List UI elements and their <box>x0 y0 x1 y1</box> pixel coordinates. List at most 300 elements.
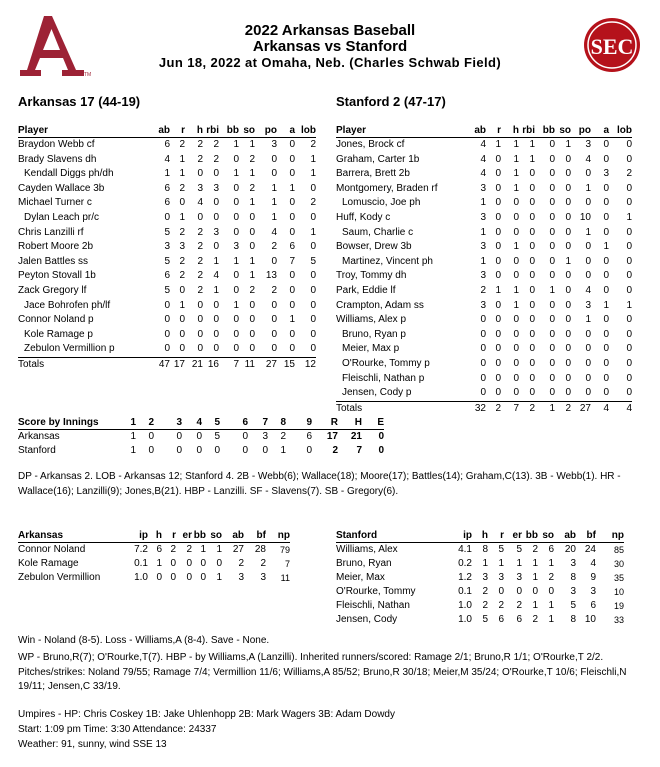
batter-name: Park, Eddie lf <box>336 284 396 296</box>
batter-stat: 0 <box>480 314 486 326</box>
batter-stat: 0 <box>549 372 555 384</box>
batter-stat: 6 <box>164 270 170 282</box>
batter-stat: 0 <box>591 386 609 401</box>
pitcher-stat: 2 <box>498 600 504 611</box>
pitcher-stat: 4 <box>590 558 596 569</box>
batter-stat: 4 <box>164 153 170 165</box>
batter-stat: 3 <box>164 241 170 253</box>
batter-stat: 0 <box>480 328 486 340</box>
batter-row <box>336 372 632 387</box>
batter-stat: 10 <box>579 211 591 223</box>
arkansas-team-title: Arkansas 17 (44-19) <box>18 94 141 109</box>
batter-stat: 0 <box>549 299 555 311</box>
batter-stat: 0 <box>585 343 591 355</box>
pitcher-stat: 1 <box>548 600 554 611</box>
decisions: Win - Noland (8-5). Loss - Williams,A (8-4). Save - None. <box>18 635 270 646</box>
pitcher-stat: 1 <box>548 614 554 625</box>
batter-stat: 0 <box>513 197 519 209</box>
batter-stat: 0 <box>626 182 632 194</box>
batting-col-header: po <box>571 124 591 138</box>
batter-stat: 0 <box>513 270 519 282</box>
batter-stat: 2 <box>179 270 185 282</box>
pitcher-row <box>336 613 624 627</box>
batter-stat: 3 <box>603 168 609 180</box>
pitcher-row <box>336 557 624 571</box>
pitcher-stat: 6 <box>156 544 162 555</box>
batter-stat: 0 <box>289 168 295 180</box>
innings-col-header: 2 <box>136 416 154 430</box>
inning-runs: 1 <box>130 431 136 442</box>
batter-stat: 4 <box>213 270 219 282</box>
batter-stat: 1 <box>480 226 486 238</box>
pitching-team: Arkansas <box>18 529 118 543</box>
batter-stat: 1 <box>513 153 519 165</box>
batting-col-header: ab <box>146 124 170 138</box>
batter-stat: 0 <box>179 197 185 209</box>
batter-stat: 0 <box>529 211 535 223</box>
batting-col-header: lob <box>609 124 632 138</box>
batter-name: Peyton Stovall 1b <box>18 270 96 282</box>
batter-stat: 6 <box>164 182 170 194</box>
batter-stat: 0 <box>255 342 277 357</box>
batter-stat: 0 <box>164 299 170 311</box>
batter-stat: 2 <box>480 284 486 296</box>
batter-stat: 0 <box>486 386 501 401</box>
score-by-innings-box <box>18 416 384 458</box>
batter-stat: 0 <box>289 299 295 311</box>
innings-col-header: 9 <box>286 416 312 430</box>
totals-stat: 2 <box>495 402 501 414</box>
batter-stat: 0 <box>310 284 316 296</box>
batter-stat: 0 <box>271 255 277 267</box>
batter-stat: 0 <box>219 342 239 357</box>
batter-stat: 1 <box>271 211 277 223</box>
batter-stat: 0 <box>233 328 239 340</box>
batting-col-header: rbi <box>203 124 219 138</box>
batter-row <box>18 299 316 314</box>
batter-stat: 1 <box>495 284 501 296</box>
inning-runs: 6 <box>306 431 312 442</box>
batter-stat: 3 <box>480 270 486 282</box>
batter-name: Saum, Charlie c <box>342 226 414 238</box>
pitching-col-header: np <box>596 529 624 543</box>
batter-name: Kole Ramage p <box>24 328 93 340</box>
batting-col-header: Player <box>18 124 146 138</box>
batter-stat: 0 <box>565 270 571 282</box>
inning-runs: 1 <box>280 445 286 456</box>
pitcher-stat: 1 <box>532 558 538 569</box>
batter-stat: 0 <box>495 372 501 384</box>
batter-stat: 0 <box>480 372 486 384</box>
pitcher-stat: 2 <box>548 572 554 583</box>
batting-col-header: bb <box>219 124 239 138</box>
batter-row <box>336 153 632 168</box>
batter-stat: 0 <box>603 328 609 340</box>
pitching-col-header: so <box>538 529 554 543</box>
batter-stat: 0 <box>603 284 609 296</box>
pitcher-stat: 3 <box>498 572 504 583</box>
pitcher-stat: 10 <box>613 587 624 597</box>
inning-runs: 1 <box>130 445 136 456</box>
batter-stat: 2 <box>197 153 203 165</box>
batter-stat: 0 <box>626 328 632 340</box>
batter-stat: 0 <box>565 153 571 165</box>
pitcher-stat: 2 <box>170 544 176 555</box>
batter-stat: 3 <box>213 226 219 238</box>
batter-stat: 0 <box>213 328 219 340</box>
batter-stat: 0 <box>585 357 591 369</box>
pitcher-name: Connor Noland <box>18 544 86 555</box>
batter-stat: 0 <box>585 372 591 384</box>
pitching-team: Stanford <box>336 529 442 543</box>
pitcher-stat: 0.1 <box>134 558 148 569</box>
batter-stat: 3 <box>213 182 219 194</box>
pitcher-stat: 0 <box>186 558 192 569</box>
batter-stat: 13 <box>265 270 277 282</box>
batter-stat: 1 <box>249 197 255 209</box>
innings-col-header: 5 <box>202 416 220 430</box>
pitcher-stat: 1 <box>516 558 522 569</box>
batter-stat: 2 <box>310 139 316 150</box>
batter-stat: 0 <box>233 153 239 165</box>
pitcher-stat: 0 <box>170 572 176 583</box>
pitcher-stat: 1 <box>216 572 222 583</box>
totals-label: Totals <box>18 358 45 370</box>
pitcher-stat: 0 <box>516 586 522 597</box>
batter-stat: 0 <box>213 314 219 326</box>
batter-stat: 0 <box>495 168 501 180</box>
pitcher-stat: 0 <box>216 558 222 569</box>
batter-stat: 0 <box>164 211 170 223</box>
batter-stat: 0 <box>480 343 486 355</box>
batter-stat: 0 <box>495 270 501 282</box>
batter-row <box>336 328 632 343</box>
batter-stat: 0 <box>565 168 571 180</box>
batter-stat: 3 <box>480 299 486 311</box>
batter-stat: 0 <box>213 197 219 209</box>
pitcher-stat: 0 <box>156 572 162 583</box>
batter-row <box>18 196 316 211</box>
batter-stat: 0 <box>310 211 316 223</box>
batter-row <box>18 138 316 153</box>
batter-stat: 0 <box>549 314 555 326</box>
totals-stat: 4 <box>603 402 609 414</box>
pitcher-stat: 0.2 <box>458 558 472 569</box>
batter-stat: 0 <box>233 211 239 223</box>
batter-name: Troy, Tommy dh <box>336 270 407 282</box>
batter-stat: 1 <box>289 182 295 194</box>
batter-stat: 1 <box>480 255 486 267</box>
batter-stat: 0 <box>626 153 632 165</box>
batter-row <box>336 357 632 372</box>
batter-stat: 3 <box>585 299 591 311</box>
innings-total-r: 2 <box>332 445 338 456</box>
batter-stat: 5 <box>164 255 170 267</box>
batter-name: Kendall Diggs ph/dh <box>24 168 114 180</box>
pitcher-stat: 3 <box>238 572 244 583</box>
batter-stat: 1 <box>585 182 591 194</box>
innings-total-r: 17 <box>326 431 338 442</box>
batter-stat: 0 <box>289 284 295 296</box>
batter-stat: 0 <box>495 343 501 355</box>
batter-stat: 1 <box>179 153 185 165</box>
innings-col-header: E <box>362 416 384 430</box>
pitching-col-header: r <box>162 529 176 543</box>
batter-stat: 0 <box>513 314 519 326</box>
batter-name: Crampton, Adam ss <box>336 299 424 311</box>
batter-stat: 0 <box>501 386 519 401</box>
pitching-col-header: ip <box>118 529 148 543</box>
batter-stat: 0 <box>513 328 519 340</box>
batter-stat: 1 <box>164 168 170 180</box>
batter-stat: 0 <box>626 255 632 267</box>
pitcher-stat: 3 <box>482 572 488 583</box>
batter-stat: 0 <box>565 299 571 311</box>
batter-stat: 0 <box>585 241 591 253</box>
batter-row <box>336 182 632 197</box>
batter-stat: 1 <box>249 168 255 180</box>
batter-stat: 1 <box>271 182 277 194</box>
pitcher-row <box>18 543 290 558</box>
batter-stat: 0 <box>626 139 632 150</box>
inning-runs: 0 <box>242 431 248 442</box>
inning-runs: 0 <box>242 445 248 456</box>
batter-row <box>18 226 316 241</box>
batter-stat: 0 <box>164 314 170 326</box>
inning-runs: 5 <box>214 431 220 442</box>
batter-stat: 0 <box>603 197 609 209</box>
batter-stat: 2 <box>213 153 219 165</box>
batter-row <box>18 240 316 255</box>
batter-row <box>336 196 632 211</box>
pitcher-stat: 3 <box>260 572 266 583</box>
inning-runs: 0 <box>148 445 154 456</box>
batter-stat: 2 <box>249 284 255 296</box>
batter-stat: 0 <box>626 343 632 355</box>
batter-stat: 0 <box>233 226 239 238</box>
batter-stat: 0 <box>213 241 219 253</box>
batter-stat: 1 <box>310 168 316 180</box>
batter-stat: 2 <box>179 139 185 150</box>
totals-stat: 12 <box>304 358 316 370</box>
batter-stat: 0 <box>603 270 609 282</box>
pitcher-name: Zebulon Vermillion <box>18 572 101 583</box>
batter-stat: 0 <box>271 314 277 326</box>
pitching-col-header: np <box>266 529 290 543</box>
pitcher-stat: 3 <box>516 572 522 583</box>
batter-stat: 2 <box>197 241 203 253</box>
pitching-col-header: er <box>176 529 192 543</box>
pitcher-stat: 79 <box>279 545 290 555</box>
batter-stat: 0 <box>529 372 535 384</box>
pitcher-row <box>336 543 624 558</box>
batting-col-header: bb <box>535 124 555 138</box>
pitching-col-header: bb <box>193 530 206 541</box>
batter-stat: 0 <box>310 241 316 253</box>
batter-stat: 2 <box>310 197 316 209</box>
batter-stat: 0 <box>549 182 555 194</box>
batter-stat: 1 <box>495 139 501 150</box>
pitcher-stat: 30 <box>613 559 624 569</box>
batter-stat: 0 <box>549 139 555 150</box>
pitcher-stat: 9 <box>590 572 596 583</box>
batter-stat: 0 <box>549 255 555 267</box>
batter-row <box>18 313 316 328</box>
batting-col-header: lob <box>295 124 316 138</box>
pitcher-stat: 6 <box>498 614 504 625</box>
batter-stat: 0 <box>289 197 295 209</box>
batter-stat: 0 <box>549 343 555 355</box>
pitching-col-header: so <box>206 529 222 543</box>
batter-stat: 4 <box>480 168 486 180</box>
batter-stat: 1 <box>585 226 591 238</box>
pitching-col-header: bf <box>244 529 266 543</box>
pitcher-stat: 0 <box>200 572 206 583</box>
batter-name: Williams, Alex p <box>336 314 407 326</box>
pitcher-stat: 1.2 <box>458 572 472 583</box>
batter-stat: 3 <box>179 241 185 253</box>
batter-stat: 0 <box>197 328 203 340</box>
batter-stat: 0 <box>289 139 295 150</box>
batter-stat: 0 <box>549 328 555 340</box>
batter-stat: 1 <box>179 211 185 223</box>
pitcher-stat: 1 <box>498 558 504 569</box>
pitcher-stat: 4.1 <box>458 544 472 555</box>
batter-row <box>18 342 316 357</box>
batter-stat: 0 <box>310 299 316 311</box>
batter-name: Jones, Brock cf <box>336 139 405 150</box>
batter-stat: 0 <box>603 314 609 326</box>
matchup-title: Arkansas vs Stanford <box>252 38 408 55</box>
batter-stat: 1 <box>513 168 519 180</box>
batter-row <box>336 342 632 357</box>
inning-runs: 0 <box>196 445 202 456</box>
pitcher-row <box>336 571 624 585</box>
pitching-header-row <box>336 529 624 543</box>
batter-row <box>336 167 632 182</box>
batter-stat: 2 <box>197 139 203 150</box>
batting-header-row <box>18 124 316 138</box>
batter-stat: 0 <box>271 299 277 311</box>
batter-row <box>18 328 316 343</box>
batter-stat: 0 <box>495 241 501 253</box>
batter-stat: 0 <box>289 153 295 165</box>
totals-label: Totals <box>336 402 363 414</box>
batter-stat: 0 <box>626 314 632 326</box>
batter-stat: 1 <box>249 255 255 267</box>
totals-stat: 27 <box>265 358 277 370</box>
pitcher-stat: 19 <box>613 601 624 611</box>
umpires: Umpires - HP: Chris Coskey 1B: Jake Uhlenhopp 2B: Mark Wagers 3B: Adam Dowdy <box>18 709 395 720</box>
batter-stat: 0 <box>197 299 203 311</box>
innings-title: Score by Innings <box>18 416 116 430</box>
batter-stat: 4 <box>480 153 486 165</box>
pitcher-name: Bruno, Ryan <box>336 558 392 569</box>
batter-name: Michael Turner c <box>18 197 92 209</box>
totals-stat: 15 <box>283 358 295 370</box>
pitcher-stat: 2 <box>532 614 538 625</box>
pitcher-stat: 2 <box>238 558 244 569</box>
pitcher-stat: 3 <box>570 558 576 569</box>
batter-stat: 0 <box>289 226 295 238</box>
innings-total-h: 21 <box>350 431 362 442</box>
pitcher-stat: 1 <box>482 558 488 569</box>
batter-stat: 0 <box>549 197 555 209</box>
batter-stat: 0 <box>179 314 185 326</box>
batter-name: Martinez, Vincent ph <box>342 255 433 267</box>
pitching-col-header: r <box>488 529 504 543</box>
pitcher-stat: 35 <box>613 573 624 583</box>
batter-stat: 4 <box>585 284 591 296</box>
arkansas-batting-box <box>18 124 316 373</box>
pitcher-stat: 8 <box>570 572 576 583</box>
batter-stat: 0 <box>529 357 535 369</box>
pitcher-stat: 3 <box>570 586 576 597</box>
batter-name: Huff, Kody c <box>336 211 391 223</box>
stanford-pitching-box <box>336 529 624 627</box>
innings-col-header: 4 <box>182 416 202 430</box>
batter-stat: 0 <box>626 372 632 384</box>
batter-stat: 0 <box>529 328 535 340</box>
batter-stat: 0 <box>549 153 555 165</box>
batter-name: Brady Slavens dh <box>18 153 97 165</box>
batter-stat: 0 <box>571 386 591 401</box>
batter-stat: 0 <box>549 226 555 238</box>
batter-stat: 0 <box>565 241 571 253</box>
stanford-batting-box <box>336 124 632 416</box>
batter-row <box>18 167 316 182</box>
batter-name: O'Rourke, Tommy p <box>342 357 430 369</box>
batting-col-header: a <box>277 124 295 138</box>
batter-stat: 0 <box>513 343 519 355</box>
pitcher-stat: 8 <box>570 614 576 625</box>
batter-stat: 0 <box>603 139 609 150</box>
batter-stat: 0 <box>289 270 295 282</box>
batter-stat: 0 <box>233 182 239 194</box>
batting-totals-row <box>336 401 632 416</box>
batter-stat: 0 <box>310 182 316 194</box>
batter-stat: 0 <box>495 299 501 311</box>
batter-stat: 0 <box>626 284 632 296</box>
pitcher-stat: 5 <box>570 600 576 611</box>
batter-stat: 6 <box>164 197 170 209</box>
innings-team: Stanford <box>18 445 56 456</box>
batter-name: Chris Lanzilli rf <box>18 226 84 238</box>
batter-stat: 0 <box>529 314 535 326</box>
batter-stat: 0 <box>213 211 219 223</box>
batter-stat: 0 <box>513 226 519 238</box>
pitching-col-header: bf <box>576 529 596 543</box>
batter-stat: 2 <box>179 226 185 238</box>
batter-stat: 6 <box>289 241 295 253</box>
innings-header-row <box>18 416 384 430</box>
pitcher-stat: 2 <box>482 586 488 597</box>
batter-stat: 0 <box>555 386 571 401</box>
pitcher-stat: 1 <box>200 544 206 555</box>
batter-stat: 0 <box>239 342 255 357</box>
pitching-col-header: h <box>472 529 488 543</box>
batter-stat: 4 <box>197 197 203 209</box>
totals-stat: 7 <box>513 402 519 414</box>
batter-stat: 2 <box>179 255 185 267</box>
batting-col-header: r <box>170 124 185 138</box>
inning-runs: 0 <box>148 431 154 442</box>
batting-header-row <box>336 124 632 138</box>
batter-stat: 0 <box>535 386 555 401</box>
pitching-col-header: h <box>148 529 162 543</box>
batter-stat: 0 <box>277 342 295 357</box>
batter-stat: 0 <box>565 372 571 384</box>
